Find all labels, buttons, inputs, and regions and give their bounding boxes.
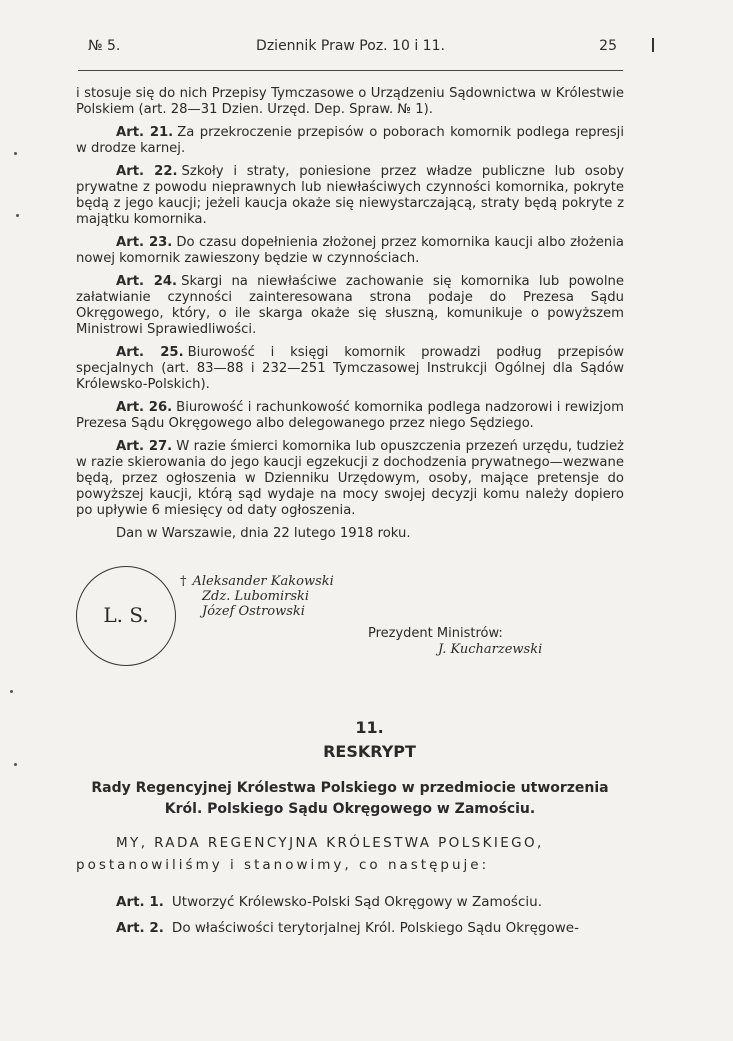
issue-number: № 5. <box>88 38 121 54</box>
article-24 <box>76 274 624 338</box>
article-text: Biurowość i rachunkowość komornika podlega nadzorowi i rewizjom Prezesa Sądu Okręgowego albo delegowanego przez niego Sędziego. <box>76 400 624 431</box>
article-label: Art. 23. <box>116 235 173 250</box>
official-seal <box>76 566 176 666</box>
seal-text: L. S. <box>103 603 149 627</box>
article-26 <box>76 400 624 432</box>
article-21 <box>76 125 624 157</box>
article-label: Art. 22. <box>116 164 178 179</box>
paper-speck <box>14 152 17 155</box>
article-label: Art. 21. <box>116 125 174 140</box>
margin-mark <box>652 38 654 52</box>
paper-speck <box>10 690 13 693</box>
signature-1 <box>180 574 334 589</box>
article-23 <box>76 235 624 267</box>
article-text: Biurowość i księgi komornik prowadzi podług przepisów specjalnych (art. 83—88 i 232—251 Tymczasowej Instrukcji Ogólnej dla Sądów Królewsko-Polskich). <box>76 345 624 392</box>
paper-speck <box>16 214 19 217</box>
signatures <box>180 574 334 619</box>
prime-minister-signature <box>368 626 542 658</box>
preamble <box>76 832 624 876</box>
signature-2: Zdz. Lubomirski <box>202 589 310 604</box>
paragraph-continuation <box>76 86 624 118</box>
paper-speck <box>14 763 17 766</box>
article-text: Za przekroczenie przepisów o poborach komornik podlega represji w drodze karnej. <box>76 125 624 156</box>
article-25 <box>76 345 624 393</box>
article-label: Art. 1. <box>116 894 164 910</box>
body-text <box>76 86 624 549</box>
page-header <box>78 38 623 60</box>
preamble-line-2: postanowiliśmy i stanowimy, co następuje: <box>76 857 490 873</box>
article-text: Do właściwości terytorjalnej Król. Polskiego Sądu Okręgowe- <box>171 920 579 936</box>
section-type: RESKRYPT <box>323 742 416 761</box>
article-label: Art. 24. <box>116 274 178 289</box>
article-label: Art. 26. <box>116 400 173 415</box>
article-text: W razie śmierci komornika lub opuszczenia przezeń urzędu, tudzież w razie skierowania do jego kaucji egzekucji z dochodzenia prywatnego—wezwane będą, przez ogłoszenia w Dzienniku Urzędowym, osoby, mające pretensje do powyższej kaucji, którą sąd wydaje na mocy swojej decyzji komu należy dopiero po upływie 6 miesięcy od daty ogłoszenia. <box>76 439 624 518</box>
journal-title: Dziennik Praw Poz. 10 i 11. <box>256 38 445 54</box>
article-text: Szkoły i straty, poniesione przez władze publiczne lub osoby prywatne z powodu nieprawnych lub niewłaściwych czynności komornika, pokryte będą z jego kaucji; jeżeli kaucja okaże się niewystarczającą, straty będą pokryte z majątku komornika. <box>76 164 624 227</box>
article-22 <box>76 164 624 228</box>
article-text: Do czasu dopełnienia złożonej przez komornika kaucji albo złożenia nowej komornik zawieszony będzie w czynnościach. <box>76 235 624 266</box>
page-number: 25 <box>599 38 617 54</box>
pm-title: Prezydent Ministrów: <box>368 626 503 641</box>
article-text: Skargi na niewłaściwe zachowanie się komornika lub powolne załatwianie czynności zainteresowana strona podaje do Prezesa Sądu Okręgowego, który, o ile skarga okaże się słuszną, komunikuje o powyższem Ministrowi Sprawiedliwości. <box>76 274 624 337</box>
signature-3: Józef Ostrowski <box>202 604 305 619</box>
preamble-line-1: MY, RADA REGENCYJNA KRÓLESTWA POLSKIEGO, <box>116 835 544 851</box>
section-number: 11. <box>355 718 384 737</box>
section-title: Rady Regencyjnej Królestwa Polskiego w przedmiocie utworzenia Król. Polskiego Sądu Okręgowego w Zamościu. <box>91 780 609 817</box>
article-text: Utworzyć Królewsko-Polski Sąd Okręgowy w Zamościu. <box>171 894 542 910</box>
article-27 <box>76 439 624 519</box>
paragraph-text: i stosuje się do nich Przepisy Tymczasowe o Urządzeniu Sądownictwa w Królestwie Polskiem (art. 28—31 Dzien. Urzęd. Dep. Spraw. № 1). <box>76 86 624 117</box>
pm-name: J. Kucharzewski <box>438 642 543 657</box>
article-label: Art. 25. <box>116 345 184 360</box>
signature-name: Aleksander Kakowski <box>192 574 334 589</box>
dateline: Dan w Warszawie, dnia 22 lutego 1918 roku. <box>116 526 411 541</box>
article-label: Art. 2. <box>116 920 164 936</box>
cross-icon: † <box>180 574 187 589</box>
article-label: Art. 27. <box>116 439 173 454</box>
reskrypt-article-2 <box>116 920 579 936</box>
header-rule <box>78 70 623 71</box>
reskrypt-article-1 <box>116 894 542 910</box>
